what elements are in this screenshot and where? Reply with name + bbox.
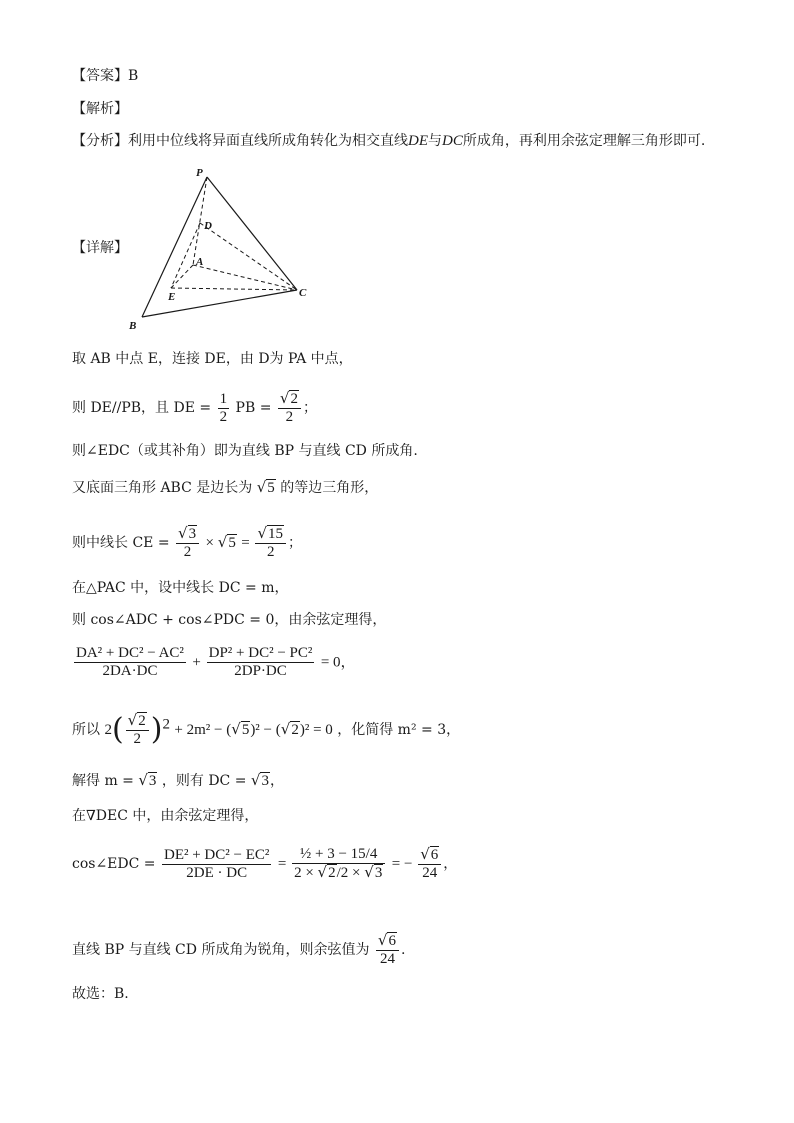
edge-ac: [193, 265, 297, 290]
step-11: 在∇DEC 中，由余弦定理得，: [72, 808, 259, 824]
step-12a: cos∠EDC =: [72, 856, 156, 872]
step-4: [72, 477, 378, 498]
xiangjie-label: 【详解】: [72, 240, 128, 256]
fenxi-dc: DC: [442, 133, 463, 149]
edge-pc: [207, 177, 297, 290]
frac-sqrt2-2b: $\frac{√2}{2}$: [126, 712, 149, 748]
frac-sqrt2-2: $\frac{√2}{2}$: [278, 390, 301, 426]
cosine-frac-numeric: $\frac{\text{½ + 3 − 15/4}}{2 \times √2/2 \times √3}$: [292, 846, 385, 882]
step-3b: （或其补角）即为直线 BP 与直线 CD 所成角.: [129, 443, 418, 459]
step-2b: PB =: [235, 400, 272, 416]
frac-sqrt15-2: $\frac{√15}{2}$: [255, 525, 286, 561]
step-14: 故选：B.: [72, 986, 129, 1002]
step-6: 在△PAC 中，设中线长 DC = m，: [72, 580, 289, 596]
step-13b: .: [400, 942, 406, 958]
step-10: 解得 m = √3 ，则有 DC = √3，: [72, 771, 284, 789]
edge-dc: [200, 223, 297, 290]
tetrahedron-figure: [120, 165, 320, 335]
step-9a: 所以: [72, 722, 100, 738]
label-e: E: [168, 291, 176, 303]
step-8: $\frac{\text{DA² + DC² − AC²}}{2DA\cdot DC}$ + $\frac{\text{DP² + DC² − PC²}}{2DP\cdot DC}$ = 0，: [76, 645, 356, 679]
frac-sqrt3-2: $\frac{√3}{2}$: [176, 525, 199, 561]
step-4b: 的等边三角形，: [280, 480, 379, 496]
step-8-end: = 0，: [320, 654, 356, 671]
step-12: cos∠EDC = $\frac{\text{DE² + DC² − EC²}}{2DE \cdot DC}$ = $\frac{\text{½ + 3 − 15/4}}{2 \times √2/2 \times √3}$ = − $\frac{√6}{24}$ ，: [72, 845, 458, 881]
step-9b: ，化简得 m² = 3，: [337, 722, 461, 738]
sqrt-5: √5: [256, 478, 275, 496]
step-5: 则中线长 CE = $\frac{√3}{2}$ × √5 = $\frac{√15}{2}$ ；: [72, 524, 303, 560]
step-2c: ；: [302, 400, 317, 416]
answer-line: 【答案】B: [72, 68, 139, 84]
fenxi-text-1: 利用中位线将异面直线所成角转化为相交直线: [128, 133, 408, 149]
step-5a: 则中线长 CE =: [72, 535, 170, 551]
label-a: A: [196, 256, 204, 268]
frac-sqrt6-24b: $\frac{√6}{24}$: [376, 932, 399, 968]
cosine-frac-edc: $\frac{\text{DE² + DC² − EC²}}{2DE \cdot DC}$: [163, 846, 270, 881]
label-c: C: [299, 287, 307, 299]
frac-1-2: $\frac{1}{2}$: [219, 390, 228, 425]
label-p: P: [196, 167, 203, 179]
step-3a: 则∠EDC: [72, 443, 130, 459]
sqrt-5b: √5: [217, 533, 236, 551]
fenxi-text-3: 所成角，再利用余弦定理解三角形即可.: [462, 133, 706, 149]
step-9: 所以 2( $\frac{√2}{2}$ )$^2$ + 2m² − (√5)² − (√2)² = 0 ，化简得 m² = 3，: [72, 711, 461, 747]
edge-ec: [171, 288, 297, 290]
edge-ae: [171, 265, 193, 288]
fenxi-tag: 【分析】: [72, 133, 128, 149]
step-7: 则 cos∠ADC + cos∠PDC = 0，由余弦定理得，: [72, 612, 387, 628]
fenxi-line: [72, 131, 705, 151]
fenxi-text-2: 与: [428, 133, 442, 149]
step-2a: 则 DE//PB，且 DE =: [72, 400, 212, 416]
fenxi-de: DE: [408, 133, 428, 149]
cosine-frac-1: $\frac{\text{DA² + DC² − AC²}}{2DA\cdot DC}$: [76, 645, 184, 679]
step-4a: 又底面三角形 ABC 是边长为: [72, 480, 253, 496]
label-b: B: [129, 320, 137, 332]
step-10a: 解得 m =: [72, 773, 134, 789]
edge-bc: [142, 290, 297, 317]
step-10c: ，: [269, 773, 284, 789]
analysis-heading: 【解析】: [72, 101, 128, 117]
cosine-frac-2: $\frac{\text{DP² + DC² − PC²}}{2DP\cdot DC}$: [208, 645, 313, 679]
step-10b: ，则有 DC =: [161, 773, 247, 789]
frac-sqrt6-24: $\frac{√6}{24}$: [418, 846, 441, 882]
step-13: [72, 932, 405, 968]
step-1: 取 AB 中点 E，连接 DE，由 D为 PA 中点，: [72, 351, 353, 367]
step-5b: ；: [288, 535, 303, 551]
step-3: [72, 441, 418, 461]
step-12-end: ，: [443, 856, 458, 872]
step-13a: 直线 BP 与直线 CD 所成角为锐角，则余弦值为: [72, 942, 370, 958]
step-2: [72, 390, 317, 426]
label-d: D: [204, 220, 212, 232]
